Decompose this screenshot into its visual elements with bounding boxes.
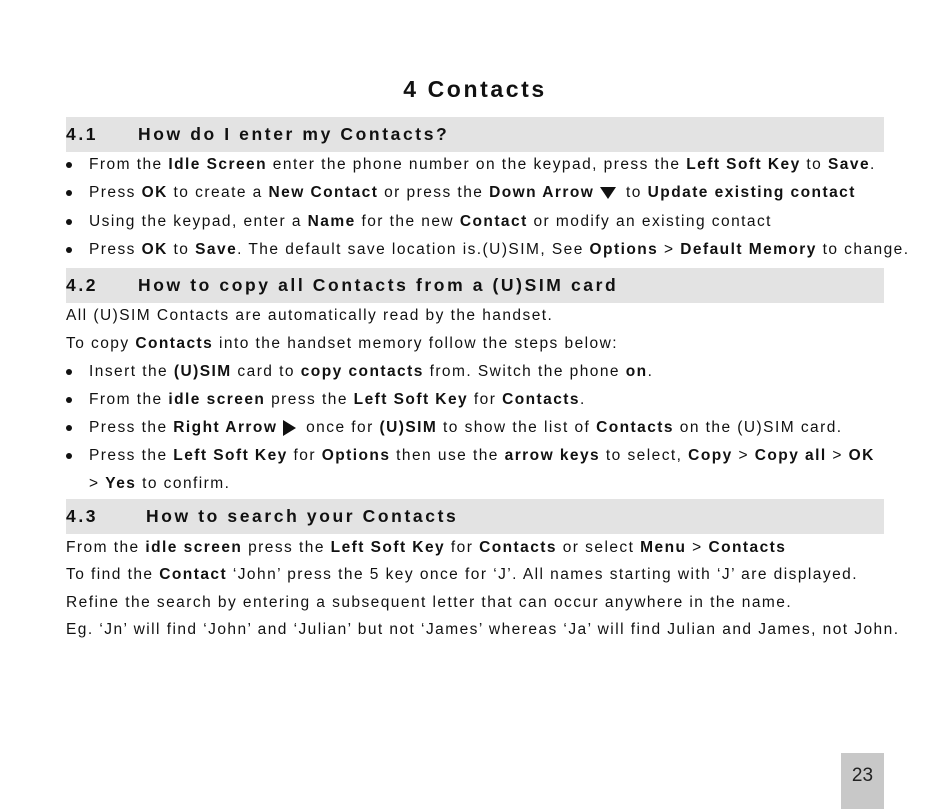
- bullet-icon: [66, 425, 72, 431]
- paragraph: From the idle screen press the Left Soft Key for Contacts or select Menu > Contacts: [66, 539, 787, 556]
- section-number: 4.3: [66, 506, 99, 526]
- list-item: Press the Left Soft Key for Options then use the arrow keys to select, Copy > Copy all > OK: [89, 447, 875, 464]
- page-number: 23: [841, 753, 884, 809]
- list-item: From the idle screen press the Left Soft Key for Contacts.: [89, 391, 586, 408]
- section-title: How to copy all Contacts from a (U)SIM card: [138, 275, 619, 295]
- section-heading-4-1: [66, 117, 884, 152]
- list-item: Press the Right Arrow once for (U)SIM to show the list of Contacts on the (U)SIM card.: [89, 419, 843, 436]
- section-title: How to search your Contacts: [146, 506, 459, 526]
- right-arrow-icon: [283, 420, 296, 436]
- paragraph: Eg. ‘Jn’ will find ‘John’ and ‘Julian’ but not ‘James’ whereas ‘Ja’ will find Julian and James, not John.: [66, 621, 900, 638]
- bullet-icon: [66, 397, 72, 403]
- bullet-icon: [66, 247, 72, 253]
- list-item-continuation: > Yes to confirm.: [89, 475, 231, 492]
- bullet-icon: [66, 219, 72, 225]
- paragraph: To copy Contacts into the handset memory follow the steps below:: [66, 335, 618, 352]
- list-item: Using the keypad, enter a Name for the new Contact or modify an existing contact: [89, 213, 772, 230]
- list-item: Press OK to create a New Contact or press the Down Arrow to Update existing contact: [89, 184, 856, 201]
- section-heading-4-3: [66, 499, 884, 534]
- paragraph: Refine the search by entering a subsequent letter that can occur anywhere in the name.: [66, 594, 793, 611]
- list-item: From the Idle Screen enter the phone number on the keypad, press the Left Soft Key to Save.: [89, 156, 876, 173]
- section-title: How do I enter my Contacts?: [138, 124, 450, 144]
- list-item: Insert the (U)SIM card to copy contacts from. Switch the phone on.: [89, 363, 654, 380]
- paragraph: All (U)SIM Contacts are automatically read by the handset.: [66, 307, 554, 324]
- bullet-icon: [66, 453, 72, 459]
- section-number: 4.2: [66, 275, 99, 295]
- bullet-icon: [66, 369, 72, 375]
- list-item: Press OK to Save. The default save location is.(U)SIM, See Options > Default Memory to change.: [89, 241, 910, 258]
- bullet-icon: [66, 190, 72, 196]
- page-title: 4 Contacts: [403, 76, 547, 102]
- section-heading-4-2: [66, 268, 884, 303]
- paragraph: To find the Contact ‘John’ press the 5 key once for ‘J’. All names starting with ‘J’ are displayed.: [66, 566, 858, 583]
- section-number: 4.1: [66, 124, 99, 144]
- down-arrow-icon: [600, 187, 616, 199]
- bullet-icon: [66, 162, 72, 168]
